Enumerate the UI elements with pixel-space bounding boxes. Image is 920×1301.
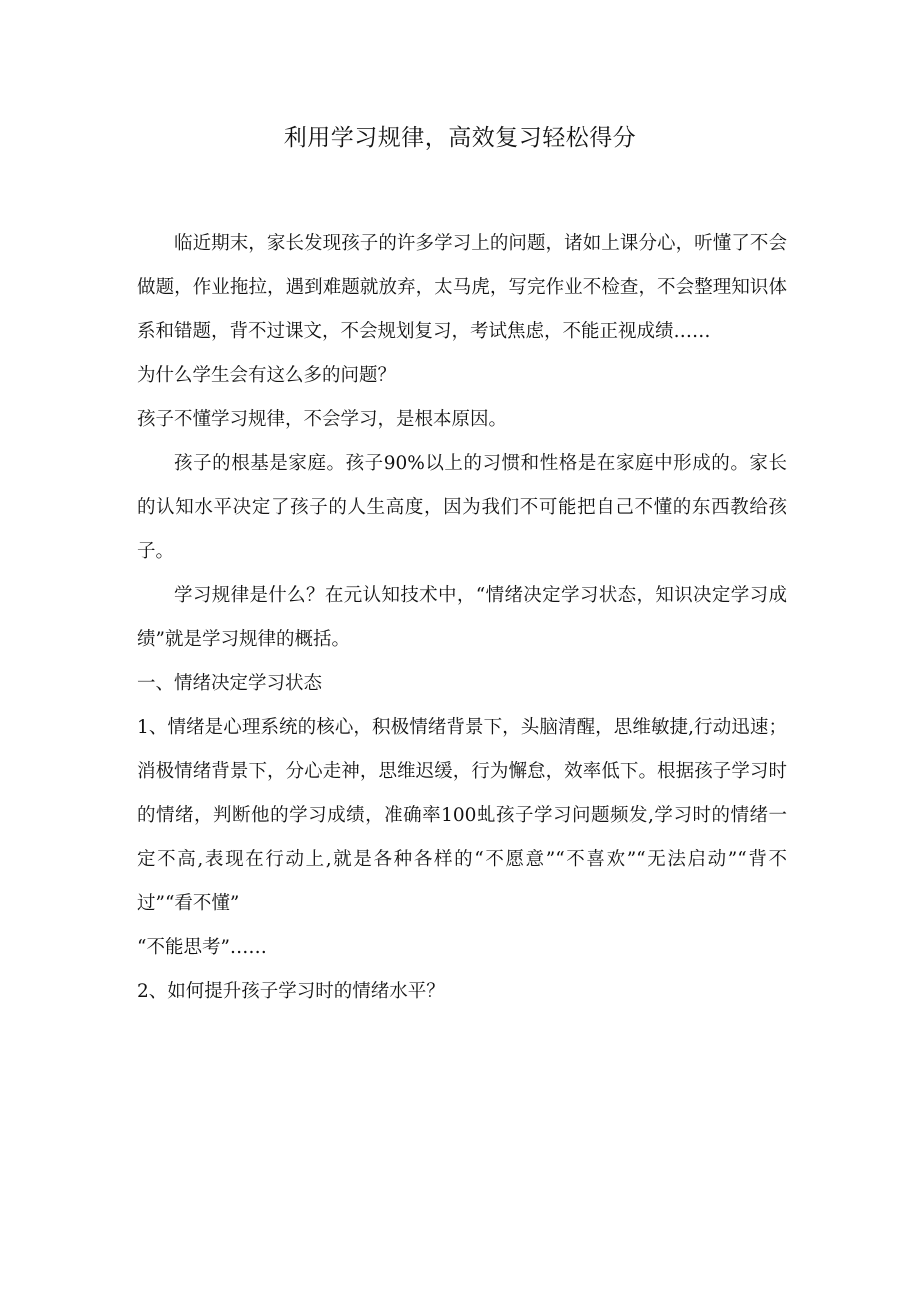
- paragraph-root-cause: 孩子不懂学习规律，不会学习，是根本原因。: [137, 409, 508, 430]
- paragraph-question: 为什么学生会有这么多的问题？: [137, 365, 397, 386]
- paragraph-family: 孩子的根基是家庭。孩子90%以上的习惯和性格是在家庭中形成的。家长的认知水平决定了孩子的人生高度，因为我们不可能把自己不懂的东西教给孩子。: [137, 453, 787, 562]
- document-title: 利用学习规律，高效复习轻松得分: [283, 125, 637, 151]
- paragraph-point-1: 1、情绪是心理系统的核心，积极情绪背景下，头脑清醒，思维敏捷,行动迅速；消极情绪背景下，分心走神，思维迟缓，行为懈怠，效率低下。根据孩子学习时的情绪，判断他的学习成绩，准确率100虬孩子学习问题频发,学习时的情绪一定不高,表现在行动上,就是各种各样的“不愿意”“不喜欢”“无法启动”“背不过”“看不懂”: [137, 717, 787, 914]
- paragraph-point-1-continued: “不能思考”……: [137, 937, 267, 958]
- paragraph-point-2: 2、如何提升孩子学习时的情绪水平？: [137, 981, 445, 1002]
- paragraph-learning-rule: 学习规律是什么？在元认知技术中，“情绪决定学习状态，知识决定学习成绩”就是学习规律的概括。: [137, 585, 787, 650]
- paragraph-intro: 临近期末，家长发现孩子的许多学习上的问题，诸如上课分心，听懂了不会做题，作业拖拉，遇到难题就放弃，太马虎，写完作业不检查，不会整理知识体系和错题，背不过课文，不会规划复习，考试焦虑，不能正视成绩……: [137, 233, 787, 342]
- section-heading-emotion: 一、情绪决定学习状态: [137, 673, 323, 694]
- document-body: [137, 222, 787, 1014]
